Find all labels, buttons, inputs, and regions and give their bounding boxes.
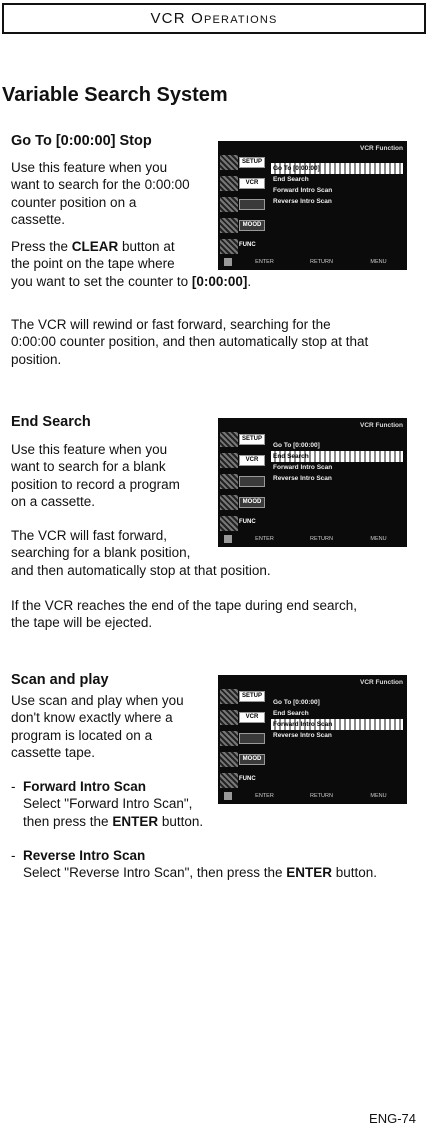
osd-menu — [271, 440, 403, 484]
osd-menu-reverse-scan: Reverse Intro Scan — [273, 198, 332, 205]
setup-icon — [220, 432, 238, 447]
bullet-forward-scan: - Forward Intro Scan Select "Forward Intro Scan", then press the ENTER button. — [11, 779, 204, 829]
scan-heading: Scan and play — [11, 672, 109, 688]
text-line: the point on the tape where — [11, 256, 175, 272]
vcr-icon — [220, 176, 238, 191]
text-line: cassette. — [11, 211, 66, 227]
goto-heading: Go To [0:00:00] Stop — [11, 133, 152, 149]
text-line: position. — [11, 351, 62, 367]
goto-para-2 — [11, 238, 251, 290]
tape-icon — [220, 474, 238, 489]
text-line: don't know exactly where a — [11, 710, 173, 726]
osd-menu-reverse-scan: Reverse Intro Scan — [273, 732, 332, 739]
reverse-scan-title: Reverse Intro Scan — [23, 848, 146, 863]
tape-icon — [220, 197, 238, 212]
text-line: Press the CLEAR button at — [11, 239, 175, 254]
enter-icon — [224, 792, 232, 800]
osd-footer: ENTER RETURN MENU — [224, 257, 403, 267]
goto-para-3 — [11, 316, 368, 368]
chapter-title: VCR Operations — [150, 10, 278, 27]
osd-menu-forward-scan: Forward Intro Scan — [273, 187, 333, 194]
vcr-icon — [220, 710, 238, 725]
text-line: program is located on a — [11, 727, 153, 743]
osd-menu-goto: Go To [0:00:00] — [271, 163, 403, 174]
text-line: and then automatically stop at that position. — [11, 562, 271, 578]
text-line: Use this feature when you — [11, 442, 168, 457]
chapter-header — [2, 3, 426, 34]
page-number: ENG-74 — [369, 1111, 416, 1126]
osd-menu-goto: Go To [0:00:00] — [273, 442, 320, 449]
osd-screen-end-search: VCR Function SETUP VCR MOOD FUNC Go To [0:00:00] End Search Forward Intro Scan Reverse Intro Scan ENTER RETURN MENU — [218, 418, 407, 547]
text-line: cassette tape. — [11, 744, 96, 760]
end-heading: End Search — [11, 414, 91, 430]
osd-side-setup: SETUP — [220, 153, 266, 172]
enter-icon — [224, 535, 232, 543]
text-line: then press the ENTER button. — [23, 813, 204, 829]
vcr-icon — [220, 453, 238, 468]
osd-side-menu — [220, 153, 266, 258]
osd-menu-end-search: End Search — [273, 710, 309, 717]
enter-key: ENTER — [112, 813, 159, 829]
text-line: 0:00:00 counter position, and then automatically stop at that — [11, 334, 369, 350]
mood-icon — [220, 218, 238, 233]
bullet-reverse-scan: - Reverse Intro Scan Select "Reverse Intro Scan", then press the ENTER button. — [11, 848, 378, 881]
osd-side-setup: SETUP — [220, 430, 266, 449]
counter-value: [0:00:00] — [191, 273, 248, 289]
text-line: the tape will be ejected. — [11, 615, 153, 631]
osd-side-func: FUNC — [220, 237, 266, 256]
text-line: Select "Forward Intro Scan", — [23, 796, 193, 812]
page-title: Variable Search System — [2, 84, 228, 106]
osd-screen-scan: VCR Function SETUP VCR MOOD FUNC Go To [0:00:00] End Search Forward Intro Scan Reverse Intro Scan ENTER RETURN MENU — [218, 675, 407, 804]
tape-icon — [220, 731, 238, 746]
text-line: The VCR will fast forward, — [11, 528, 168, 543]
osd-menu-goto: Go To [0:00:00] — [273, 699, 320, 706]
text-line: on a cassette. — [11, 493, 96, 509]
osd-side-blank — [220, 195, 266, 214]
osd-side-vcr: VCR — [220, 708, 266, 727]
osd-menu-forward-scan: Forward Intro Scan — [271, 719, 403, 730]
setup-icon — [220, 689, 238, 704]
osd-side-mood: MOOD — [220, 216, 266, 235]
text-line: Use scan and play when you — [11, 693, 184, 708]
mood-icon — [220, 495, 238, 510]
osd-side-vcr: VCR — [220, 174, 266, 193]
osd-menu-forward-scan: Forward Intro Scan — [273, 464, 333, 471]
text-line: you want to set the counter to [0:00:00]. — [11, 273, 252, 289]
scan-para-1 — [11, 692, 184, 761]
text-line: position to record a program — [11, 476, 180, 492]
osd-screen-goto — [218, 141, 407, 270]
forward-scan-title: Forward Intro Scan — [23, 779, 147, 794]
text-line: counter position on a — [11, 194, 137, 210]
func-icon — [220, 516, 238, 531]
end-para-1 — [11, 441, 180, 510]
end-para-3 — [11, 597, 357, 632]
osd-menu — [271, 163, 403, 207]
func-icon — [220, 239, 238, 254]
text-line: The VCR will rewind or fast forward, searching for the — [11, 317, 331, 332]
text-line: If the VCR reaches the end of the tape during end search, — [11, 598, 357, 613]
enter-icon — [224, 258, 232, 266]
goto-para-1 — [11, 159, 190, 228]
text-line: Use this feature when you — [11, 160, 168, 175]
enter-key: ENTER — [286, 865, 332, 881]
text-line: want to search for a blank — [11, 459, 166, 475]
text-line: searching for a blank position, — [11, 545, 191, 561]
osd-title: VCR Function — [360, 145, 403, 152]
osd-menu-reverse-scan: Reverse Intro Scan — [273, 475, 332, 482]
text-line: Select "Reverse Intro Scan", then press the ENTER button. — [23, 865, 378, 881]
text-line: want to search for the 0:00:00 — [11, 177, 190, 193]
osd-menu — [271, 697, 403, 741]
osd-side-vcr: VCR — [220, 451, 266, 470]
osd-side-setup: SETUP — [220, 687, 266, 706]
clear-key: CLEAR — [71, 239, 119, 254]
osd-menu-end-search: End Search — [271, 451, 403, 462]
func-icon — [220, 773, 238, 788]
setup-icon — [220, 155, 238, 170]
osd-menu-end-search: End Search — [273, 176, 309, 183]
mood-icon — [220, 752, 238, 767]
